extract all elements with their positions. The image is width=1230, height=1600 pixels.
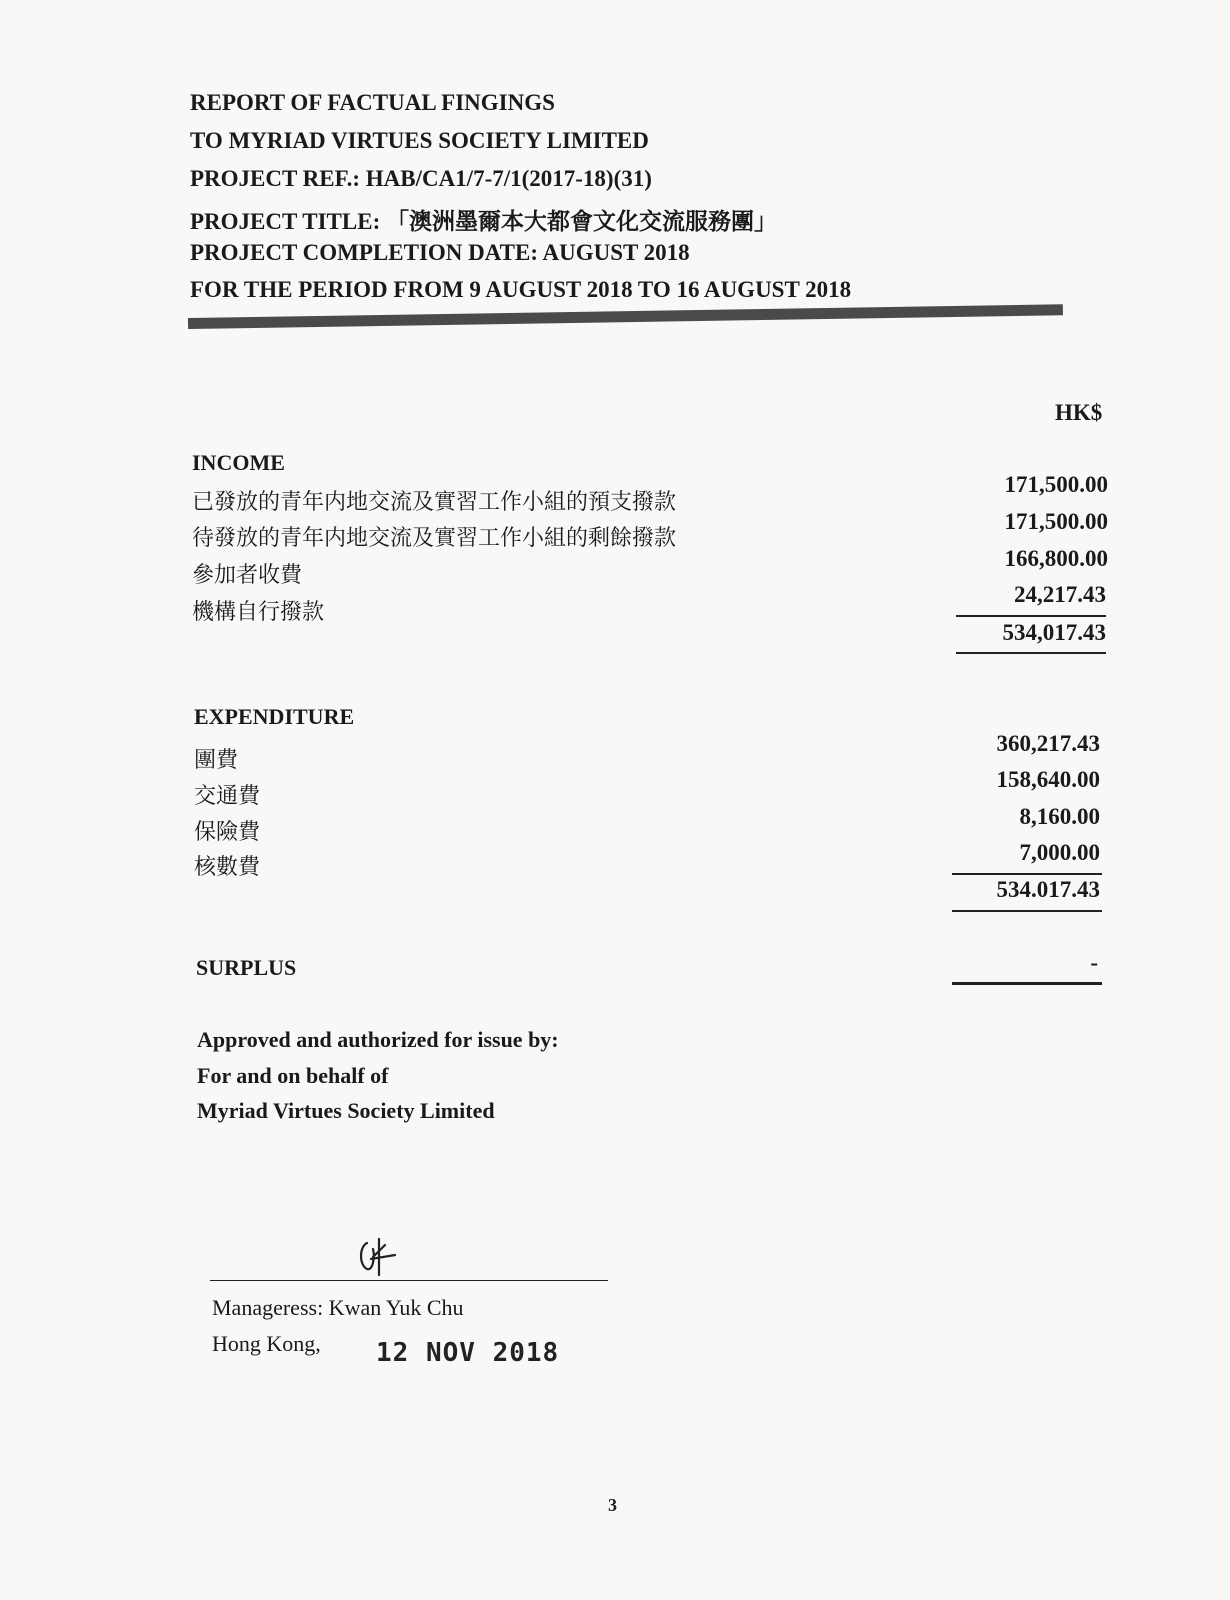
- expenditure-item-label: 保險費: [194, 820, 261, 845]
- addressee: TO MYRIAD VIRTUES SOCIETY LIMITED: [190, 128, 649, 153]
- signature-mark: [355, 1235, 405, 1280]
- expenditure-item-amount: 7,000.00: [1019, 840, 1100, 865]
- total-rule: [956, 652, 1106, 654]
- header-divider: [188, 304, 1063, 329]
- expenditure-item-label: 交通費: [194, 784, 261, 809]
- surplus-heading: SURPLUS: [196, 955, 297, 980]
- expenditure-total: 534.017.43: [996, 877, 1100, 902]
- project-title: PROJECT TITLE: 「澳洲墨爾本大都會文化交流服務團」: [190, 209, 777, 234]
- expenditure-item-label: 團費: [194, 748, 239, 773]
- income-item-amount: 24,217.43: [1014, 582, 1106, 607]
- organisation-name: Myriad Virtues Society Limited: [197, 1098, 495, 1123]
- total-rule: [952, 910, 1102, 912]
- income-item-amount: 171,500.00: [1004, 509, 1108, 534]
- period: FOR THE PERIOD FROM 9 AUGUST 2018 TO 16 AUGUST 2018: [190, 277, 852, 302]
- signing-place: Hong Kong,: [212, 1331, 321, 1356]
- completion-date: PROJECT COMPLETION DATE: AUGUST 2018: [190, 240, 690, 265]
- income-heading: INCOME: [192, 450, 285, 475]
- signatory: Manageress: Kwan Yuk Chu: [212, 1295, 464, 1320]
- expenditure-item-label: 核數費: [194, 855, 261, 880]
- expenditure-heading: EXPENDITURE: [194, 704, 355, 729]
- income-item-amount: 166,800.00: [1004, 546, 1108, 571]
- income-item-label: 機構自行撥款: [192, 600, 325, 625]
- currency-label: HK$: [1055, 400, 1103, 425]
- signature-line: [210, 1280, 608, 1281]
- income-item-amount: 171,500.00: [1004, 472, 1108, 497]
- subtotal-rule: [952, 873, 1102, 875]
- expenditure-item-amount: 360,217.43: [996, 731, 1100, 756]
- approval-line: For and on behalf of: [197, 1063, 389, 1088]
- income-total: 534,017.43: [1002, 620, 1106, 645]
- subtotal-rule: [956, 615, 1106, 617]
- date-stamp: 12 NOV 2018: [376, 1338, 560, 1368]
- income-item-label: 參加者收費: [192, 563, 303, 588]
- income-item-label: 已發放的青年内地交流及實習工作小組的預支撥款: [192, 490, 677, 515]
- report-title: REPORT OF FACTUAL FINGINGS: [190, 90, 555, 115]
- page-number: 3: [608, 1495, 617, 1515]
- expenditure-item-amount: 8,160.00: [1019, 804, 1100, 829]
- expenditure-item-amount: 158,640.00: [996, 767, 1100, 792]
- income-item-label: 待發放的青年内地交流及實習工作小組的剩餘撥款: [192, 526, 677, 551]
- project-ref: PROJECT REF.: HAB/CA1/7-7/1(2017-18)(31): [190, 166, 652, 191]
- approval-line: Approved and authorized for issue by:: [197, 1027, 559, 1052]
- surplus-rule: [952, 982, 1102, 985]
- surplus-amount: -: [1090, 950, 1098, 975]
